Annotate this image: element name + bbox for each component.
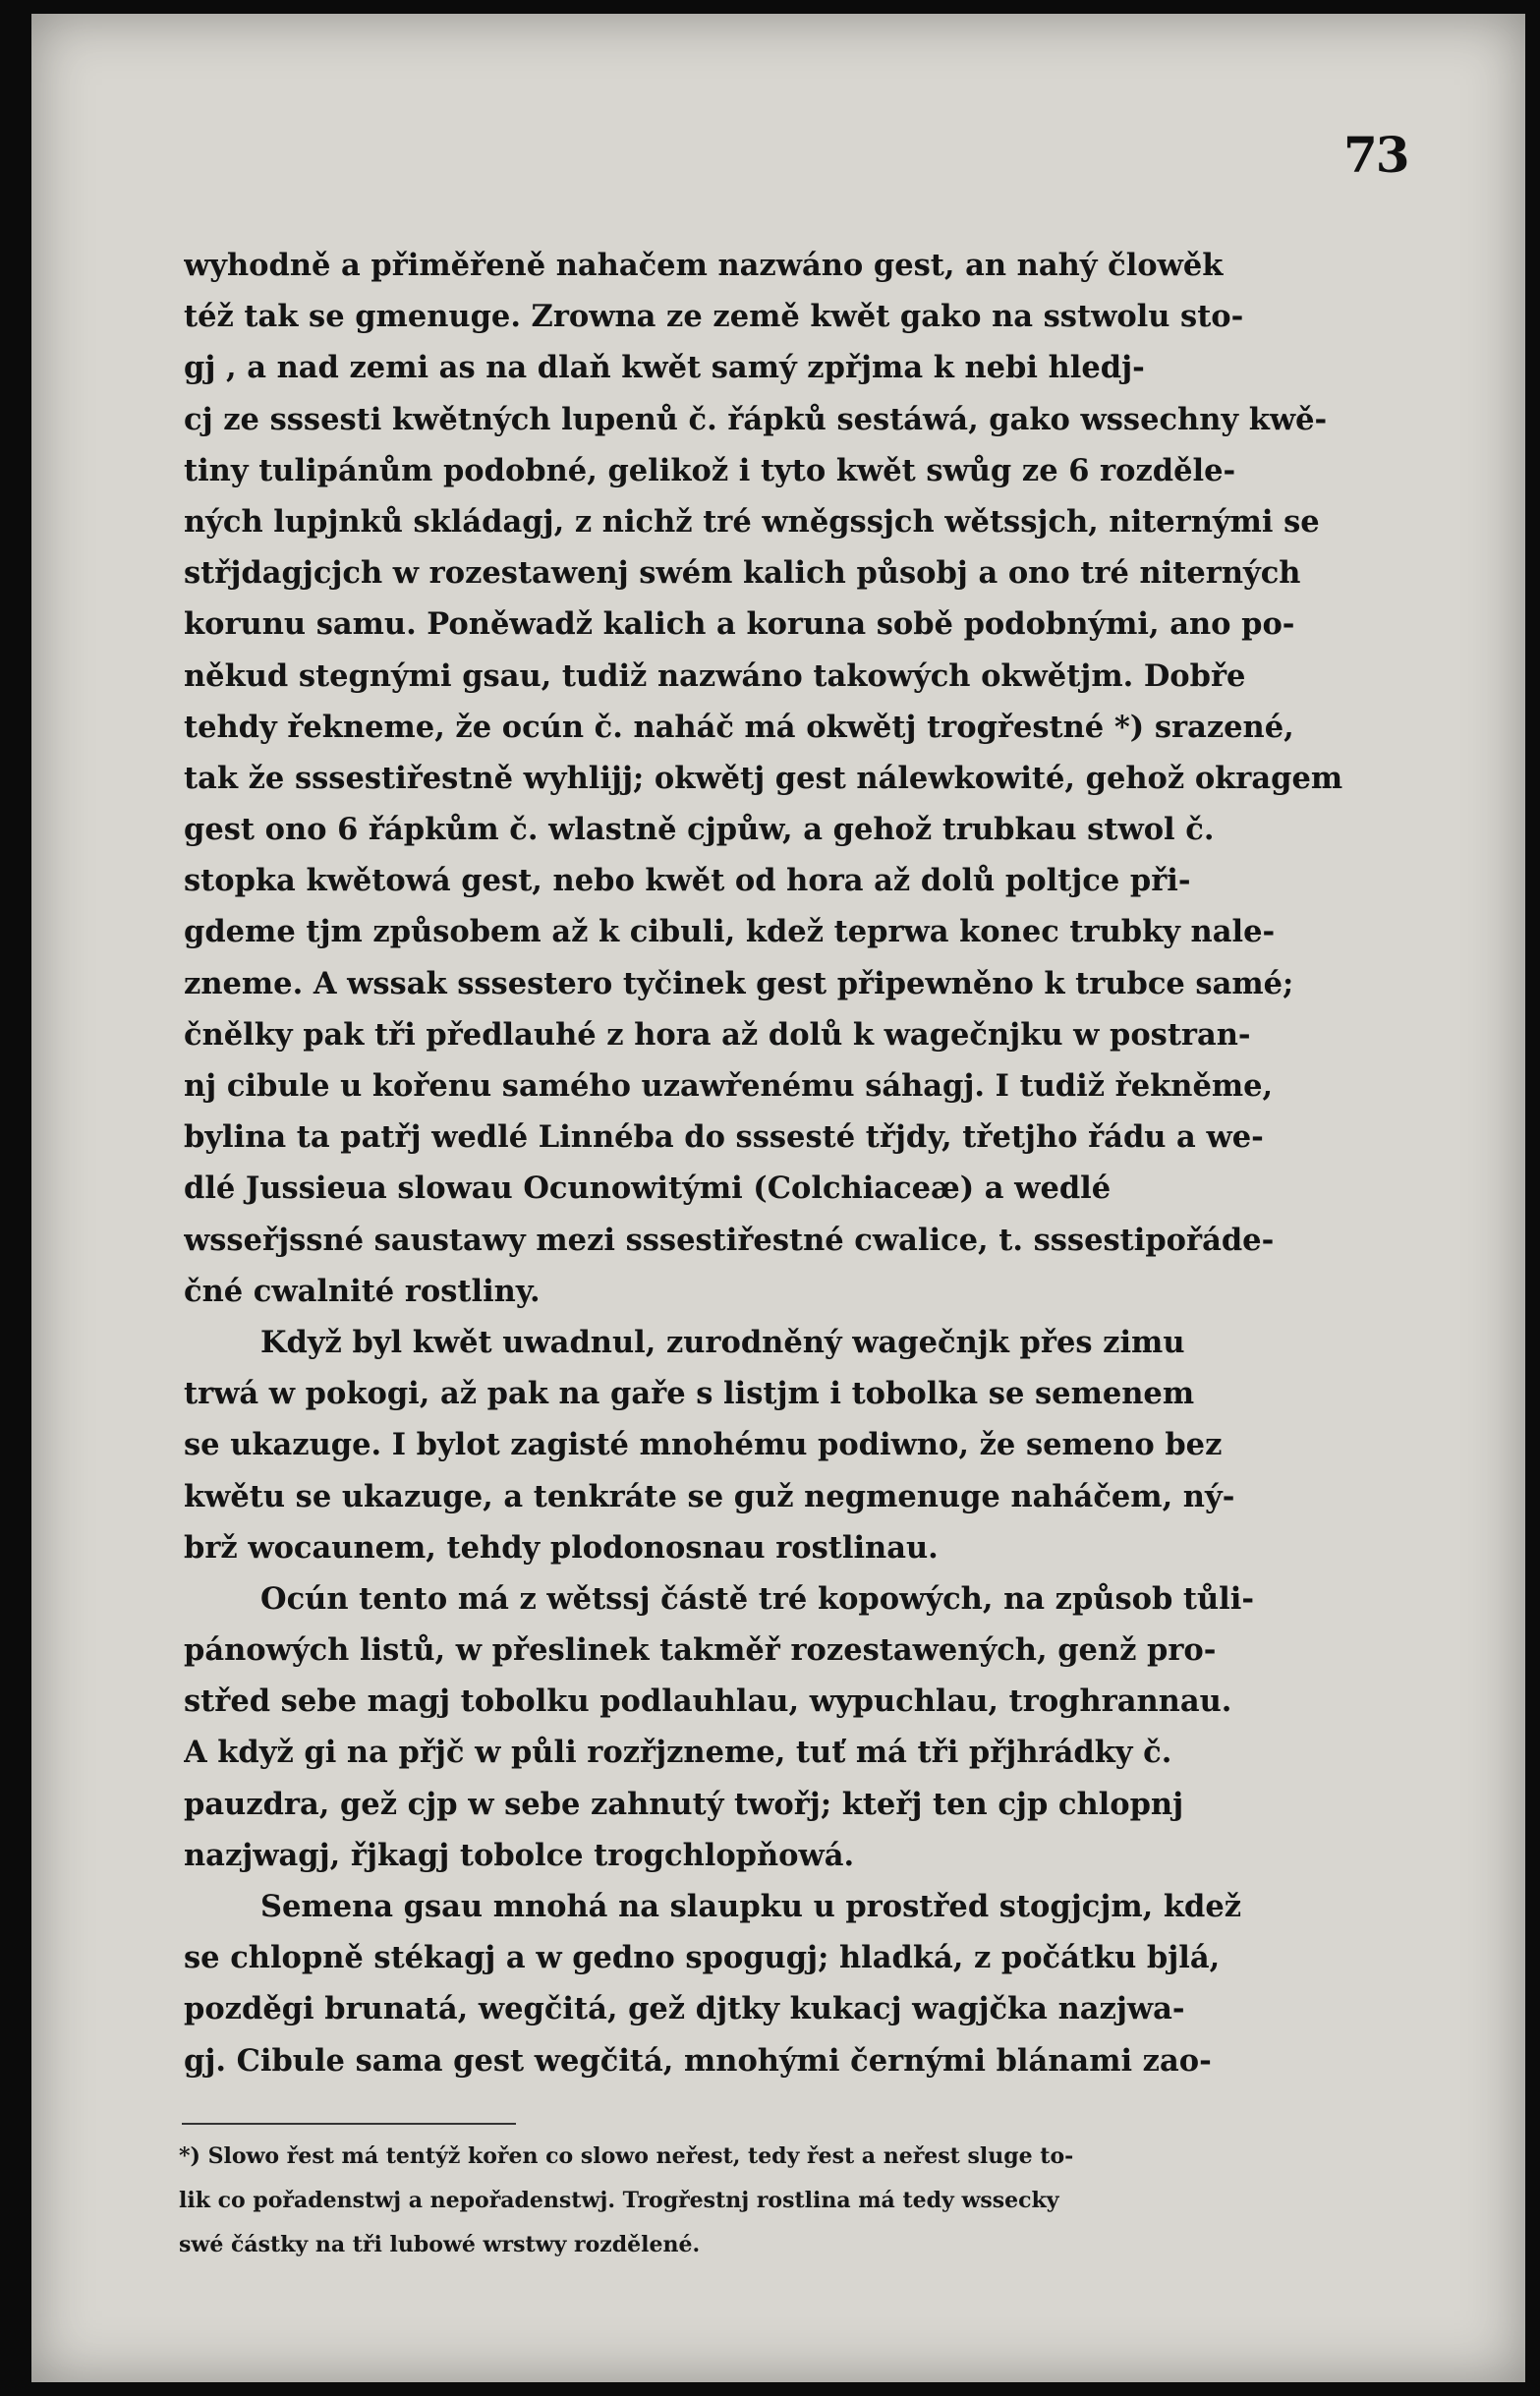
text-line: dlé Jussieua slowau Ocunowitými (Colchiaceæ) a wedlé (184, 1170, 1112, 1207)
page-number: 73 (1343, 126, 1408, 184)
text-line: pánowých listů, w přeslinek takměř rozestawených, genž pro- (184, 1632, 1217, 1669)
text-line: střed sebe magj tobolku podlauhlau, wypuchlau, troghrannau. (184, 1683, 1232, 1720)
text-line: A když gi na přjč w půli rozřjzneme, tuť má tři přjhrádky č. (184, 1735, 1172, 1771)
text-line: brž wocaunem, tehdy plodonosnau rostlinau. (184, 1529, 939, 1566)
text-line: ných lupjnků skládagj, z nichž tré wněgssjch wětssjch, niternými se (184, 503, 1320, 540)
text-line: čné cwalnité rostliny. (184, 1273, 541, 1309)
text-line: nazjwagj, řjkagj tobolce trogchlopňowá. (184, 1837, 855, 1873)
text-line: tak že sssestiřestně wyhlijj; okwětj gest nálewkowité, gehož okragem (184, 760, 1343, 796)
text-line: zneme. A wssak sssestero tyčinek gest připewněno k trubce samé; (184, 965, 1294, 1001)
text-line: gj. Cibule sama gest wegčitá, mnohými černými blánami zao- (184, 2042, 1212, 2079)
footnote-line: swé částky na tři lubowé wrstwy rozdělené. (179, 2232, 701, 2257)
paragraph-start-line: Když byl kwět uwadnul, zurodněný wagečnjk přes zimu (260, 1324, 1185, 1360)
text-line: trwá w pokogi, až pak na gaře s listjm i tobolka se semenem (184, 1376, 1195, 1412)
footnote (179, 2135, 1388, 2267)
text-line: tiny tulipánům podobné, gelikož i tyto kwět swůg ze 6 rozděle- (184, 452, 1236, 488)
text-line: nj cibule u kořenu samého uzawřenému sáhagj. I tudiž řekněme, (184, 1068, 1274, 1104)
text-line: stopka kwětowá gest, nebo kwět od hora až dolů poltjce při- (184, 863, 1191, 899)
book-page (31, 14, 1525, 2382)
text-line: pauzdra, gež cjp w sebe zahnutý twořj; kteřj ten cjp chlopnj (184, 1786, 1184, 1822)
paragraph-start-line: Semena gsau mnohá na slaupku u prostřed stogjcjm, kdež (260, 1889, 1242, 1924)
footnote-line: *) Slowo řest má tentýž kořen co slowo neřest, tedy řest a neřest sluge to- (179, 2143, 1074, 2169)
text-line: pozděgi brunatá, wegčitá, gež djtky kukacj wagjčka nazjwa- (184, 1991, 1185, 2027)
text-line: gest ono 6 řápkům č. wlastně cjpůw, a gehož trubkau stwol č. (184, 812, 1215, 848)
paragraph-start-line: Ocún tento má z wětssj částě tré kopowých, na způsob tůli- (260, 1580, 1254, 1617)
text-line: střjdagjcjch w rozestawenj swém kalich působj a ono tré niterných (184, 555, 1301, 592)
text-line: cj ze sssesti kwětných lupenů č. řápků sestáwá, gako wssechny kwě- (184, 401, 1328, 437)
text-line: bylina ta patřj wedlé Linnéba do sssesté třjdy, třetjho řádu a we- (184, 1119, 1264, 1156)
text-line: tehdy řekneme, že ocún č. naháč má okwětj trogřestné *) srazené, (184, 709, 1294, 745)
text-line: korunu samu. Poněwadž kalich a koruna sobě podobnými, ano po- (184, 606, 1295, 643)
text-line: kwětu se ukazuge, a tenkráte se guž negmenuge naháčem, ný- (184, 1478, 1235, 1514)
text-line: též tak se gmenuge. Zrowna ze země kwět gako na sstwolu sto- (184, 299, 1244, 335)
text-line: se ukazuge. I bylot zagisté mnohému podiwno, že semeno bez (184, 1427, 1223, 1463)
text-line: gj , a nad zemi as na dlaň kwět samý zpřjma k nebi hledj- (184, 350, 1145, 386)
body-text (184, 240, 1383, 2086)
text-line: někud stegnými gsau, tudiž nazwáno takowých okwětjm. Dobře (184, 657, 1246, 694)
text-line: čnělky pak tři předlauhé z hora až dolů k wagečnjku w postran- (184, 1016, 1251, 1053)
footnote-line: lik co pořadenstwj a nepořadenstwj. Trogřestnj rostlina má tedy wssecky (179, 2188, 1059, 2213)
text-line: se chlopně stékagj a w gedno spogugj; hladká, z počátku bjlá, (184, 1940, 1221, 1976)
text-line: wyhodně a přiměřeně nahačem nazwáno gest, an nahý člowěk (184, 248, 1224, 283)
text-line: gdeme tjm způsobem až k cibuli, kdež teprwa konec trubky nale- (184, 914, 1276, 950)
text-line: wsseřjssné saustawy mezi sssestiřestné cwalice, t. sssestipořáde- (184, 1222, 1275, 1258)
footnote-divider (182, 2123, 516, 2125)
